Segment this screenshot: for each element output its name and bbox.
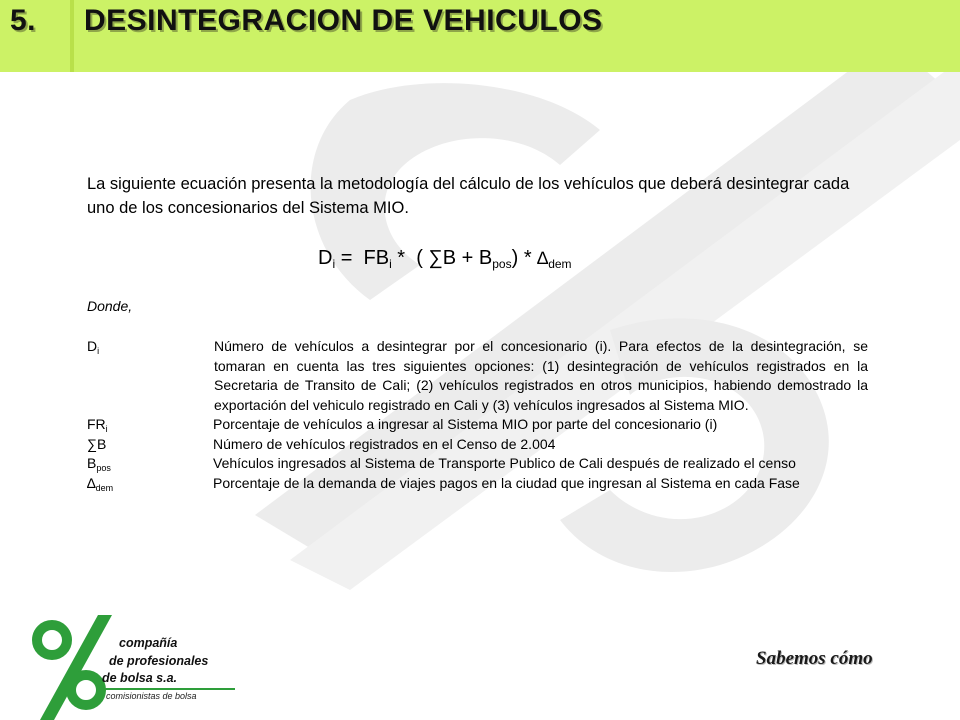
- formula-fb-sub: i: [389, 257, 392, 271]
- page-title: DESINTEGRACION DE VEHICULOS: [84, 4, 603, 37]
- company-logo: [30, 610, 250, 720]
- header-bar: [0, 0, 960, 72]
- formula-sum: ∑B: [428, 247, 457, 269]
- intro-paragraph: La siguiente ecuación presenta la metodología del cálculo de los vehículos que deberá desintegrar cada uno de los concesionarios del Sistema MIO.: [87, 175, 850, 217]
- definition-symbol: $D_i$: [87, 338, 100, 356]
- formula-open-paren: (: [416, 247, 423, 269]
- definition-symbol: $B_{pos}$: [87, 455, 111, 473]
- slogan: Sabemos cómo: [756, 648, 873, 669]
- formula-fb: FB: [363, 247, 390, 269]
- section-number: 5.: [10, 4, 37, 37]
- definition-symbol: ∑B: [87, 435, 107, 452]
- formula-mult-1: *: [397, 247, 406, 269]
- formula-close-paren: ): [511, 247, 519, 269]
- logo-text-line-3: de bolsa s.a.: [102, 671, 178, 685]
- definition-symbol: $\Delta_{dem}$: [87, 474, 114, 493]
- formula-plus: +: [461, 247, 474, 269]
- definition-row: [87, 415, 877, 435]
- formula-delta-sub: dem: [548, 257, 572, 271]
- definition-symbol: $FR_i$: [87, 416, 108, 434]
- logo-text-line-1: compañía: [119, 636, 178, 650]
- formula-lhs-sub: i: [332, 257, 336, 271]
- formula-b: B: [478, 247, 493, 269]
- definition-description: Porcentaje de vehículos a ingresar al Sistema MIO por parte del concesionario (i): [213, 416, 718, 432]
- definition-description: Vehículos ingresados al Sistema de Transporte Publico de Cali después de realizado el censo: [213, 455, 796, 471]
- donde-label: Donde,: [87, 298, 133, 314]
- formula-equals: =: [340, 247, 353, 269]
- definition-row: [87, 337, 877, 415]
- logo-text-line-4: comisionistas de bolsa: [106, 691, 197, 701]
- definition-row: [87, 435, 877, 455]
- logo-text-line-2: de profesionales: [109, 654, 209, 668]
- definition-description: Porcentaje de la demanda de viajes pagos en la ciudad que ingresan al Sistema en cada Fase: [213, 474, 800, 491]
- formula-b-sub: pos: [492, 257, 512, 271]
- logo-underline: [102, 688, 235, 690]
- definition-row: [87, 474, 877, 494]
- formula-mult-2: *: [523, 247, 532, 269]
- header-divider: [70, 0, 74, 72]
- formula-delta: ∆: [537, 248, 549, 268]
- definition-description: Número de vehículos a desintegrar por el concesionario (i). Para efectos de la desintegración, se tomaran en cuenta las tres siguientes opciones: (1) desintegración de vehículos registrados en la Secretaria de Transito de Cali; (2) vehículos registrados en otros municipios, habiendo demostrado la exportación del vehiculo registrado en Cali y (3) vehículos ingresados al Sistema MIO.: [214, 338, 868, 413]
- formula: [318, 247, 572, 271]
- definition-row: [87, 454, 877, 474]
- definition-description: Número de vehículos registrados en el Censo de 2.004: [213, 435, 556, 452]
- formula-lhs: D: [318, 247, 333, 269]
- percent-logo-icon: [30, 610, 120, 720]
- definitions-list: [87, 337, 877, 493]
